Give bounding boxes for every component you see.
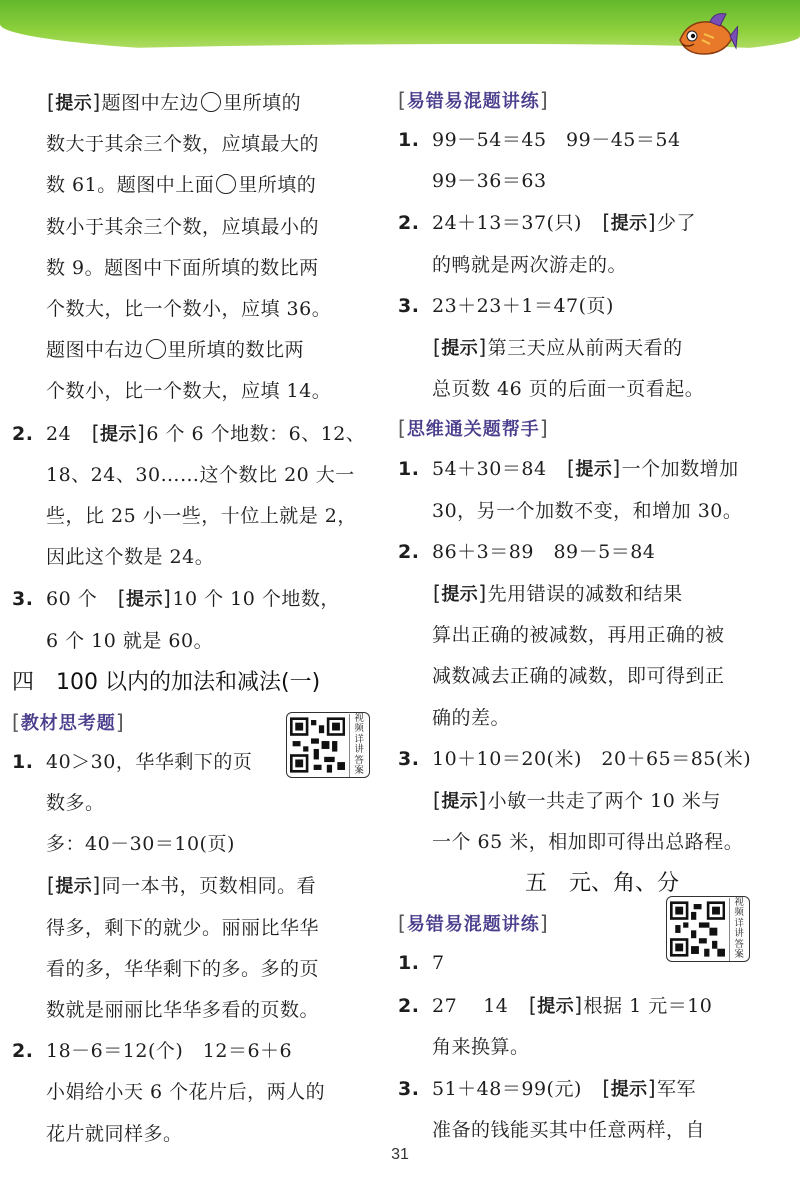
qr-code-icon bbox=[670, 901, 725, 957]
text-line: 确的差。 bbox=[432, 706, 511, 729]
question-number: 2. bbox=[398, 540, 420, 563]
text-line: 减数减去正确的减数，即可得到正 bbox=[432, 665, 725, 688]
section-thinking-helper: [思维通关题帮手] bbox=[398, 416, 549, 441]
text-line: 数就是丽丽比华华多看的页数。 bbox=[46, 999, 320, 1022]
text-line: 多：40－30＝10(页) bbox=[46, 833, 235, 856]
text-line: 个数大，比一个数小，应填 36。 bbox=[46, 298, 332, 321]
textbook-question-2: 2. 18－6＝12(个) 12＝6＋6 bbox=[12, 1031, 378, 1072]
text-line: [提示]先用错误的减数和结果 bbox=[398, 573, 770, 615]
blank-circle-icon bbox=[216, 174, 236, 194]
hint-label: [提示] bbox=[91, 420, 146, 445]
text-line: 数多。 bbox=[46, 792, 105, 815]
text-line: [提示]题图中左边 里所填的 bbox=[12, 82, 378, 124]
hint-label: [提示] bbox=[602, 210, 656, 235]
question-number: 2. bbox=[12, 422, 34, 445]
text-line: 30，另一个加数不变，和增加 30。 bbox=[432, 499, 743, 522]
hint-label: [提示] bbox=[433, 581, 487, 606]
question-number: 3. bbox=[12, 588, 34, 611]
textbook-question-1: 1. 40＞30，华华剩下的页 bbox=[12, 742, 378, 783]
question-number: 3. bbox=[398, 747, 420, 770]
question-number: 1. bbox=[398, 129, 420, 151]
hint-label: [提示] bbox=[433, 788, 487, 813]
text-line: 个数小，比一个数大，应填 14。 bbox=[46, 380, 332, 403]
text-line: 因此这个数是 24。 bbox=[46, 546, 215, 569]
hint-label: [提示] bbox=[602, 1076, 656, 1101]
question-3: 3. 60 个 [提示]10 个 10 个地数， bbox=[12, 578, 378, 620]
text-line: 题图中右边 里所填的数比两 bbox=[46, 339, 305, 362]
video-qr-code[interactable] bbox=[286, 712, 370, 778]
thinking-question-1: 1. 54＋30＝84 [提示]一个加数增加 bbox=[398, 448, 770, 490]
thinking-question-2: 2. 86＋3＝89 89－5＝84 bbox=[398, 532, 770, 573]
text-line: 得多，剩下的就少。丽丽比华华 bbox=[46, 916, 320, 939]
blank-circle-icon bbox=[201, 92, 221, 112]
text-line: 准备的钱能买其中任意两样，自 bbox=[432, 1119, 706, 1142]
blank-circle-icon bbox=[146, 339, 166, 359]
page-number: 31 bbox=[391, 1146, 409, 1163]
hint-label: [提示] bbox=[47, 90, 101, 114]
hint-label: [提示] bbox=[433, 335, 487, 360]
text-line: 算出正确的被减数，再用正确的被 bbox=[432, 624, 725, 647]
question-number: 2. bbox=[398, 994, 420, 1017]
text-line: 总页数 46 页的后面一页看起。 bbox=[432, 378, 705, 401]
fish-icon bbox=[674, 10, 738, 62]
text-line: [提示]同一本书，页数相同。看 bbox=[12, 865, 378, 907]
video-qr-code-2[interactable] bbox=[666, 896, 750, 962]
question-number: 2. bbox=[398, 212, 420, 235]
mistake-question-3: 3. 23＋23＋1＝47(页) bbox=[398, 286, 770, 327]
chapter-5-title: 五 元、角、分 bbox=[524, 871, 679, 897]
text-line: 数 9。题图中下面所填的数比两 bbox=[46, 256, 319, 279]
section-mistake-practice: [易错易混题讲练] bbox=[398, 88, 549, 112]
mistake-question-2: 2. 24＋13＝37(只) [提示]少了 bbox=[398, 202, 770, 244]
question-number: 1. bbox=[12, 750, 34, 773]
text-line: [提示]第三天应从前两天看的 bbox=[398, 327, 770, 369]
section-textbook-questions: [教材思考题] bbox=[12, 709, 125, 734]
text-line: 看的多，华华剩下的多。多的页 bbox=[46, 957, 320, 980]
question-number: 3. bbox=[398, 294, 420, 317]
right-column bbox=[398, 82, 770, 1151]
qr-code-icon bbox=[290, 717, 345, 773]
text-line: [提示]小敏一共走了两个 10 米与 bbox=[398, 780, 770, 822]
hint-label: [提示] bbox=[528, 992, 583, 1017]
hint-label: [提示] bbox=[567, 456, 621, 481]
text-line: 些，比 25 小一些，十位上就是 2， bbox=[46, 505, 357, 528]
text-line: 角来换算。 bbox=[432, 1035, 530, 1058]
yuan-question-1: 1. 7 bbox=[398, 943, 770, 984]
text-line: 数 61。题图中上面 里所填的 bbox=[46, 174, 317, 197]
text-line: 99－36＝63 bbox=[432, 170, 547, 193]
hint-label: [提示] bbox=[117, 586, 172, 611]
question-number: 1. bbox=[398, 458, 420, 481]
mistake-question-1: 1. 99－54＝45 99－45＝54 bbox=[398, 120, 770, 161]
text-line: 6 个 10 就是 60。 bbox=[46, 629, 214, 652]
question-number: 2. bbox=[12, 1040, 34, 1063]
text-line: 花片就同样多。 bbox=[46, 1122, 183, 1145]
text-line: 数大于其余三个数，应填最大的 bbox=[46, 133, 320, 156]
left-column bbox=[12, 82, 378, 1155]
question-number: 3. bbox=[398, 1078, 420, 1101]
qr-label: 视频详讲答案 bbox=[729, 898, 746, 961]
section-mistake-practice-2: [易错易混题讲练] bbox=[398, 911, 549, 936]
thinking-question-3: 3. 10＋10＝20(米) 20＋65＝85(米) bbox=[398, 739, 770, 780]
yuan-question-3: 3. 51＋48＝99(元) [提示]军军 bbox=[398, 1068, 770, 1110]
text-line: 的鸭就是两次游走的。 bbox=[432, 253, 628, 276]
text-line: 小娟给小天 6 个花片后，两人的 bbox=[46, 1081, 326, 1104]
yuan-question-2: 2. 27 14 [提示]根据 1 元＝10 bbox=[398, 985, 770, 1027]
question-2: 2. 24 [提示]6 个 6 个地数：6、12、 bbox=[12, 413, 378, 455]
text-line: 数小于其余三个数，应填最小的 bbox=[46, 215, 320, 238]
text-line: 一个 65 米，相加即可得出总路程。 bbox=[432, 831, 744, 854]
text-line: 18、24、30……这个数比 20 大一 bbox=[46, 463, 355, 486]
hint-label: [提示] bbox=[47, 873, 101, 898]
chapter-4-title: 四 100 以内的加法和减法(一) bbox=[12, 669, 321, 695]
question-number: 1. bbox=[398, 952, 420, 975]
qr-label: 视频详讲答案 bbox=[349, 714, 366, 777]
